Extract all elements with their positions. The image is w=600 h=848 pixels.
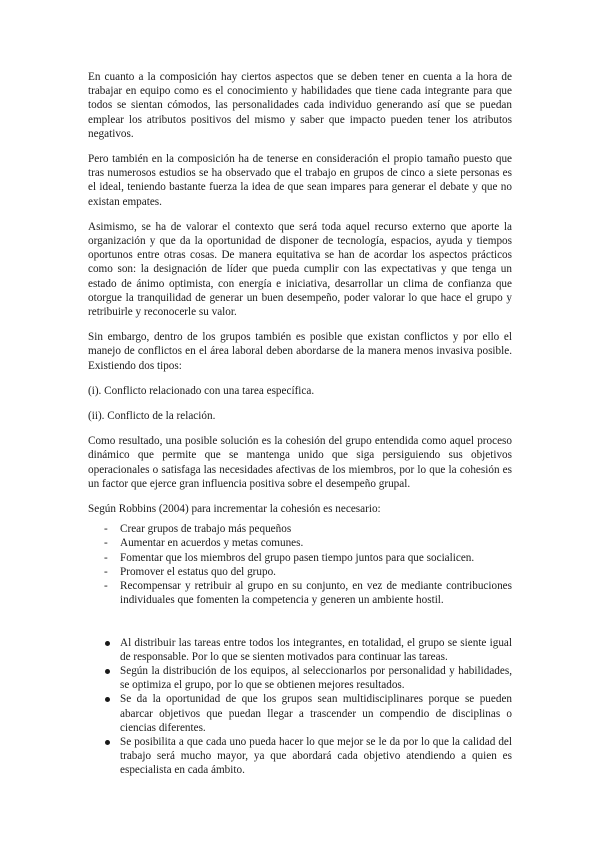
conflict-type-relation: (ii). Conflicto de la relación. <box>88 410 216 423</box>
bullet-icon <box>105 641 110 646</box>
list-item: - Crear grupos de trabajo más pequeños <box>104 523 292 536</box>
bullet-icon <box>105 669 110 674</box>
conflict-type-task: (i). Conflicto relacionado con una tarea específica. <box>88 384 315 397</box>
paragraph-robbins: Según Robbins (2004) para incrementar la cohesión es necesario: <box>88 503 381 516</box>
bullet-icon <box>105 697 110 702</box>
list-item: Se posibilita a que cada uno pueda hacer lo que mejor se le da por lo que la calidad del trabajo será mucho mayor, ya que abordará cada objetivo atendiendo a quien es especialista en cada ámbito. <box>88 735 512 778</box>
bullet-icon <box>105 740 110 745</box>
dash-marker: - <box>104 523 108 536</box>
paragraph-composition: En cuanto a la composición hay ciertos aspectos que se deben tener en cuenta a la hora de trabajar en equipo como es el conocimiento y habilidades que tiene cada integrante para que todos se sientan cómodos, las personalidades cada individuo generando así que se puedan emplear los atributos positivos del mismo y saber que impacto pueden tener los atributos negativos. <box>88 71 512 140</box>
list-item: Al distribuir las tareas entre todos los integrantes, en totalidad, el grupo se siente igual de responsable. Por lo que se sienten motivados para continuar las tareas. <box>88 636 512 664</box>
list-item: - Fomentar que los miembros del grupo pasen tiempo juntos para que socialicen. <box>104 551 475 564</box>
dash-marker: - <box>104 565 108 578</box>
list-item: - Recompensar y retribuir al grupo en su conjunto, en vez de mediante contribuciones individuales que fomenten la competencia y generen un ambiente hostil. <box>104 580 512 607</box>
list-item: Según la distribución de los equipos, al seleccionarlos por personalidad y habilidades, se optimiza el grupo, por lo que se obtienen mejores resultados. <box>88 664 512 692</box>
paragraph-context: Asimismo, se ha de valorar el contexto que será toda aquel recurso externo que aporte la organización y que da la oportunidad de disponer de tecnología, espacios, ayuda y tiempos oportunos entre otras cosas. De manera equitativa se han de acordar los aspectos prácticos como son: la designación de líder que pueda cumplir con las expectativas y que tenga un estado de ánimo optimista, con energía e iniciativa, desarrollar un clima de confianza que otorgue la tranquilidad de generar un buen desempeño, poder valorar lo que hace el grupo y retribuirle y reconocerle su valor. <box>88 220 512 319</box>
benefits-bullet-list <box>88 636 512 778</box>
list-item: Se da la oportunidad de que los grupos sean multidisciplinares porque se pueden abarcar objetivos que puedan llegar a trascender un compendio de disciplinas o ciencias diferentes. <box>88 692 512 735</box>
paragraph-group-size: Pero también en la composición ha de tenerse en consideración el propio tamaño puesto que tras numerosos estudios se ha observado que el trabajo en grupos de cinco a siete personas es el ideal, teniendo bastante fuerza la idea de que sean impares para generar el debate y que no existan empates. <box>88 153 512 208</box>
dash-marker: - <box>104 580 108 593</box>
list-item: - Promover el estatus quo del grupo. <box>104 565 276 578</box>
dash-marker: - <box>104 551 108 564</box>
paragraph-conflicts: Sin embargo, dentro de los grupos también es posible que existan conflictos y por ello el manejo de conflictos en el área laboral deben abordarse de la manera menos invasiva posible. Existiendo dos tipos: <box>88 331 512 372</box>
cohesion-dash-list <box>88 522 512 607</box>
dash-marker: - <box>104 537 108 550</box>
paragraph-cohesion: Como resultado, una posible solución es la cohesión del grupo entendida como aquel proceso dinámico que permite que se mantenga unido que siga persiguiendo sus objetivos operacionales o satisfaga las necesidades afectivas de los miembros, por lo que la cohesión es un factor que ejerce gran influencia positiva sobre el desempeño grupal. <box>88 435 512 490</box>
list-item: - Aumentar en acuerdos y metas comunes. <box>104 537 304 550</box>
